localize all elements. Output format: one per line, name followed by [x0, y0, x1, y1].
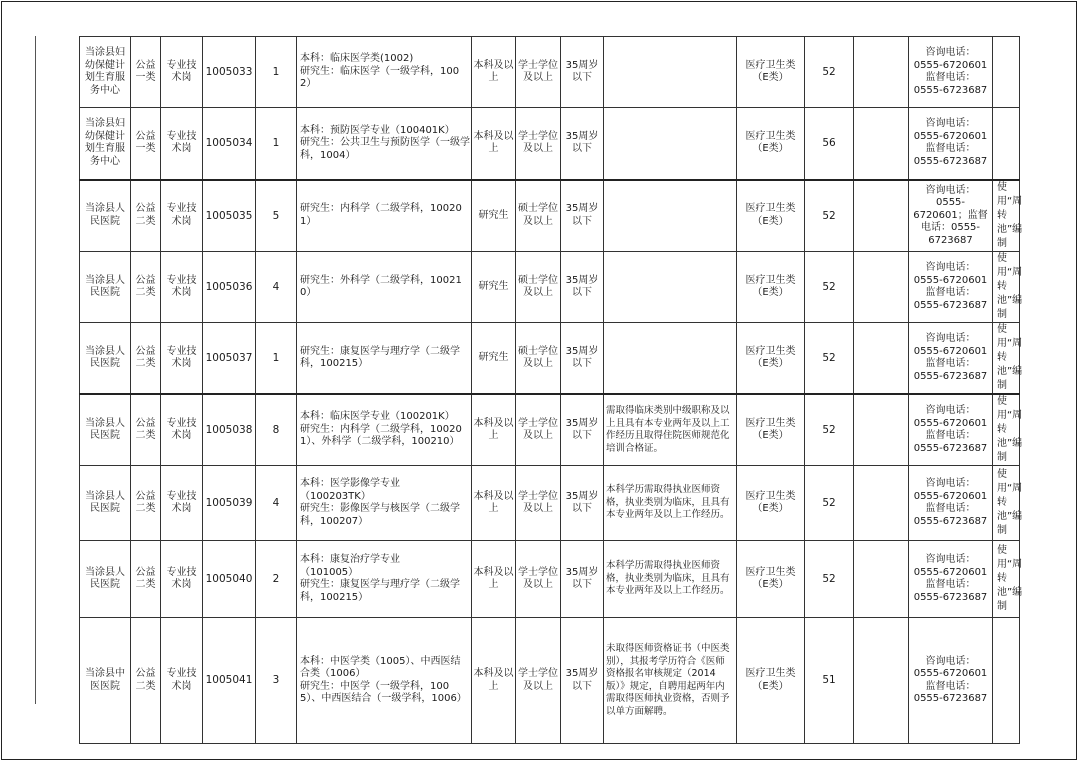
major-requirement-cell: 本科：预防医学专业（100401K） 研究生：公共卫生与预防医学（一级学科，1004） — [297, 108, 472, 180]
unit-cell: 当涂县妇幼保健计划生育服务中心 — [80, 108, 131, 180]
major-requirement-cell: 本科：康复治疗学专业 （101005） 研究生：康复医学与理疗学（二级学科，100215） — [297, 541, 472, 618]
remark-cell: 使用“周转池”编制 — [993, 323, 1020, 395]
post-type-cell: 专业技术岗 — [161, 37, 203, 108]
blank-cell — [854, 323, 909, 395]
hiring-count-cell: 5 — [256, 180, 297, 252]
table-row — [80, 252, 1020, 323]
exam-category-cell: 医疗卫生类（E类） — [737, 108, 805, 180]
exam-category-cell: 医疗卫生类（E类） — [737, 394, 805, 466]
post-type-cell: 专业技术岗 — [161, 541, 203, 618]
post-type-cell: 专业技术岗 — [161, 466, 203, 541]
degree-cell: 硕士学位及以上 — [516, 180, 561, 252]
exam-category-cell: 医疗卫生类（E类） — [737, 252, 805, 323]
hiring-count-cell: 1 — [256, 323, 297, 395]
education-cell: 研究生 — [472, 180, 516, 252]
funding-type-cell: 公益一类 — [131, 108, 161, 180]
exam-code-cell: 56 — [805, 108, 854, 180]
post-code-cell: 1005035 — [203, 180, 256, 252]
exam-code-cell: 52 — [805, 37, 854, 108]
unit-cell: 当涂县人民医院 — [80, 541, 131, 618]
hiring-count-cell: 1 — [256, 37, 297, 108]
post-code-cell: 1005040 — [203, 541, 256, 618]
other-conditions-cell: 本科学历需取得执业医师资格，执业类别为临床，且具有本专业两年及以上工作经历。 — [604, 466, 737, 541]
blank-cell — [854, 37, 909, 108]
other-conditions-cell — [604, 180, 737, 252]
table-row — [80, 618, 1020, 744]
post-code-cell: 1005037 — [203, 323, 256, 395]
exam-category-cell: 医疗卫生类（E类） — [737, 466, 805, 541]
education-cell: 研究生 — [472, 252, 516, 323]
blank-cell — [854, 108, 909, 180]
age-cell: 35周岁以下 — [561, 180, 604, 252]
age-cell: 35周岁以下 — [561, 108, 604, 180]
other-conditions-cell — [604, 252, 737, 323]
remark-cell: 使用“周转池”编制 — [993, 541, 1020, 618]
post-type-cell: 专业技术岗 — [161, 323, 203, 395]
remark-cell: 使用“周转池”编制 — [993, 394, 1020, 466]
other-conditions-cell: 需取得临床类别中级职称及以上且具有本专业两年及以上工作经历且取得住院医师规范化培训合格证。 — [604, 394, 737, 466]
blank-cell — [854, 466, 909, 541]
unit-cell: 当涂县人民医院 — [80, 394, 131, 466]
post-type-cell: 专业技术岗 — [161, 180, 203, 252]
unit-cell: 当涂县中医医院 — [80, 618, 131, 744]
education-cell: 本科及以上 — [472, 108, 516, 180]
unit-cell: 当涂县人民医院 — [80, 180, 131, 252]
post-code-cell: 1005033 — [203, 37, 256, 108]
unit-cell: 当涂县人民医院 — [80, 323, 131, 395]
other-conditions-cell — [604, 108, 737, 180]
hiring-count-cell: 3 — [256, 618, 297, 744]
age-cell: 35周岁以下 — [561, 37, 604, 108]
remark-cell: 使用“周转池”编制 — [993, 180, 1020, 252]
funding-type-cell: 公益一类 — [131, 37, 161, 108]
unit-cell: 当涂县人民医院 — [80, 252, 131, 323]
degree-cell: 学士学位及以上 — [516, 618, 561, 744]
exam-code-cell: 51 — [805, 618, 854, 744]
blank-cell — [854, 394, 909, 466]
remark-cell — [993, 618, 1020, 744]
post-type-cell: 专业技术岗 — [161, 108, 203, 180]
exam-category-cell: 医疗卫生类（E类） — [737, 323, 805, 395]
funding-type-cell: 公益二类 — [131, 618, 161, 744]
hiring-count-cell: 8 — [256, 394, 297, 466]
contact-cell: 咨询电话： 0555-6720601 监督电话： 0555-6723687 — [909, 252, 993, 323]
blank-cell — [854, 618, 909, 744]
degree-cell: 硕士学位及以上 — [516, 252, 561, 323]
remark-cell — [993, 108, 1020, 180]
exam-category-cell: 医疗卫生类（E类） — [737, 180, 805, 252]
major-requirement-cell: 研究生：外科学（二级学科，100210） — [297, 252, 472, 323]
post-code-cell: 1005036 — [203, 252, 256, 323]
funding-type-cell: 公益二类 — [131, 180, 161, 252]
major-requirement-cell: 本科：医学影像学专业 （100203TK） 研究生：影像医学与核医学（二级学科，100207） — [297, 466, 472, 541]
age-cell: 35周岁以下 — [561, 323, 604, 395]
age-cell: 35周岁以下 — [561, 252, 604, 323]
contact-cell: 咨询电话： 0555-6720601 监督电话： 0555-6723687 — [909, 108, 993, 180]
funding-type-cell: 公益二类 — [131, 323, 161, 395]
remark-cell: 使用“周转池”编制 — [993, 252, 1020, 323]
funding-type-cell: 公益二类 — [131, 394, 161, 466]
recruitment-table — [79, 36, 1023, 744]
contact-cell: 咨询电话： 0555-6720601 监督电话： 0555-6723687 — [909, 618, 993, 744]
contact-cell: 咨询电话： 0555-6720601 监督电话： 0555-6723687 — [909, 466, 993, 541]
education-cell: 本科及以上 — [472, 394, 516, 466]
funding-type-cell: 公益二类 — [131, 466, 161, 541]
major-requirement-cell: 本科：临床医学类(1002) 研究生：临床医学（一级学科，1002） — [297, 37, 472, 108]
table-row — [80, 466, 1020, 541]
other-conditions-cell — [604, 37, 737, 108]
unit-cell: 当涂县妇幼保健计划生育服务中心 — [80, 37, 131, 108]
education-cell: 本科及以上 — [472, 37, 516, 108]
exam-code-cell: 52 — [805, 252, 854, 323]
hiring-count-cell: 2 — [256, 541, 297, 618]
exam-code-cell: 52 — [805, 180, 854, 252]
degree-cell: 学士学位及以上 — [516, 394, 561, 466]
post-code-cell: 1005038 — [203, 394, 256, 466]
age-cell: 35周岁以下 — [561, 394, 604, 466]
major-requirement-cell: 研究生：康复医学与理疗学（二级学科，100215） — [297, 323, 472, 395]
contact-cell: 咨询电话： 0555-6720601 监督电话： 0555-6723687 — [909, 394, 993, 466]
funding-type-cell: 公益二类 — [131, 541, 161, 618]
post-code-cell: 1005034 — [203, 108, 256, 180]
exam-category-cell: 医疗卫生类（E类） — [737, 37, 805, 108]
post-code-cell: 1005039 — [203, 466, 256, 541]
hiring-count-cell: 1 — [256, 108, 297, 180]
blank-cell — [854, 180, 909, 252]
degree-cell: 学士学位及以上 — [516, 541, 561, 618]
table-row — [80, 180, 1020, 252]
other-conditions-cell — [604, 323, 737, 395]
binding-margin-line — [35, 36, 36, 704]
contact-cell: 咨询电话： 0555-6720601 监督电话： 0555-6723687 — [909, 37, 993, 108]
major-requirement-cell: 本科：中医学类（1005）、中西医结合类（1006） 研究生：中医学（一级学科，1005）、中西医结合（一级学科，1006） — [297, 618, 472, 744]
blank-cell — [854, 252, 909, 323]
funding-type-cell: 公益二类 — [131, 252, 161, 323]
contact-cell: 咨询电话： 0555-6720601 监督电话： 0555-6723687 — [909, 541, 993, 618]
unit-cell: 当涂县人民医院 — [80, 466, 131, 541]
remark-cell — [993, 37, 1020, 108]
post-type-cell: 专业技术岗 — [161, 618, 203, 744]
post-type-cell: 专业技术岗 — [161, 252, 203, 323]
education-cell: 本科及以上 — [472, 618, 516, 744]
exam-category-cell: 医疗卫生类（E类） — [737, 618, 805, 744]
exam-category-cell: 医疗卫生类（E类） — [737, 541, 805, 618]
blank-cell — [854, 541, 909, 618]
degree-cell: 学士学位及以上 — [516, 37, 561, 108]
education-cell: 本科及以上 — [472, 541, 516, 618]
exam-code-cell: 52 — [805, 541, 854, 618]
hiring-count-cell: 4 — [256, 466, 297, 541]
age-cell: 35周岁以下 — [561, 618, 604, 744]
degree-cell: 学士学位及以上 — [516, 466, 561, 541]
contact-cell: 咨询电话： 0555- 6720601；监督电话：0555- 6723687 — [909, 180, 993, 252]
table-row — [80, 323, 1020, 395]
major-requirement-cell: 本科：临床医学专业（100201K） 研究生：内科学（二级学科，100201）、外科学（二级学科，100210） — [297, 394, 472, 466]
table-row — [80, 394, 1020, 466]
age-cell: 35周岁以下 — [561, 541, 604, 618]
exam-code-cell: 52 — [805, 466, 854, 541]
hiring-count-cell: 4 — [256, 252, 297, 323]
table-row — [80, 541, 1020, 618]
other-conditions-cell: 本科学历需取得执业医师资格，执业类别为临床，且具有本专业两年及以上工作经历。 — [604, 541, 737, 618]
table-row — [80, 37, 1020, 108]
major-requirement-cell: 研究生：内科学（二级学科，100201） — [297, 180, 472, 252]
degree-cell: 硕士学位及以上 — [516, 323, 561, 395]
post-code-cell: 1005041 — [203, 618, 256, 744]
exam-code-cell: 52 — [805, 323, 854, 395]
education-cell: 研究生 — [472, 323, 516, 395]
remark-cell: 使用“周转池”编制 — [993, 466, 1020, 541]
contact-cell: 咨询电话： 0555-6720601 监督电话： 0555-6723687 — [909, 323, 993, 395]
education-cell: 本科及以上 — [472, 466, 516, 541]
table-row — [80, 108, 1020, 180]
exam-code-cell: 52 — [805, 394, 854, 466]
post-type-cell: 专业技术岗 — [161, 394, 203, 466]
other-conditions-cell: 未取得医师资格证书（中医类别），其报考学历符合《医师资格报名审核规定（2014版）》规定，自聘用起两年内需取得医师执业资格，否则予以单方面解聘。 — [604, 618, 737, 744]
degree-cell: 学士学位及以上 — [516, 108, 561, 180]
age-cell: 35周岁以下 — [561, 466, 604, 541]
